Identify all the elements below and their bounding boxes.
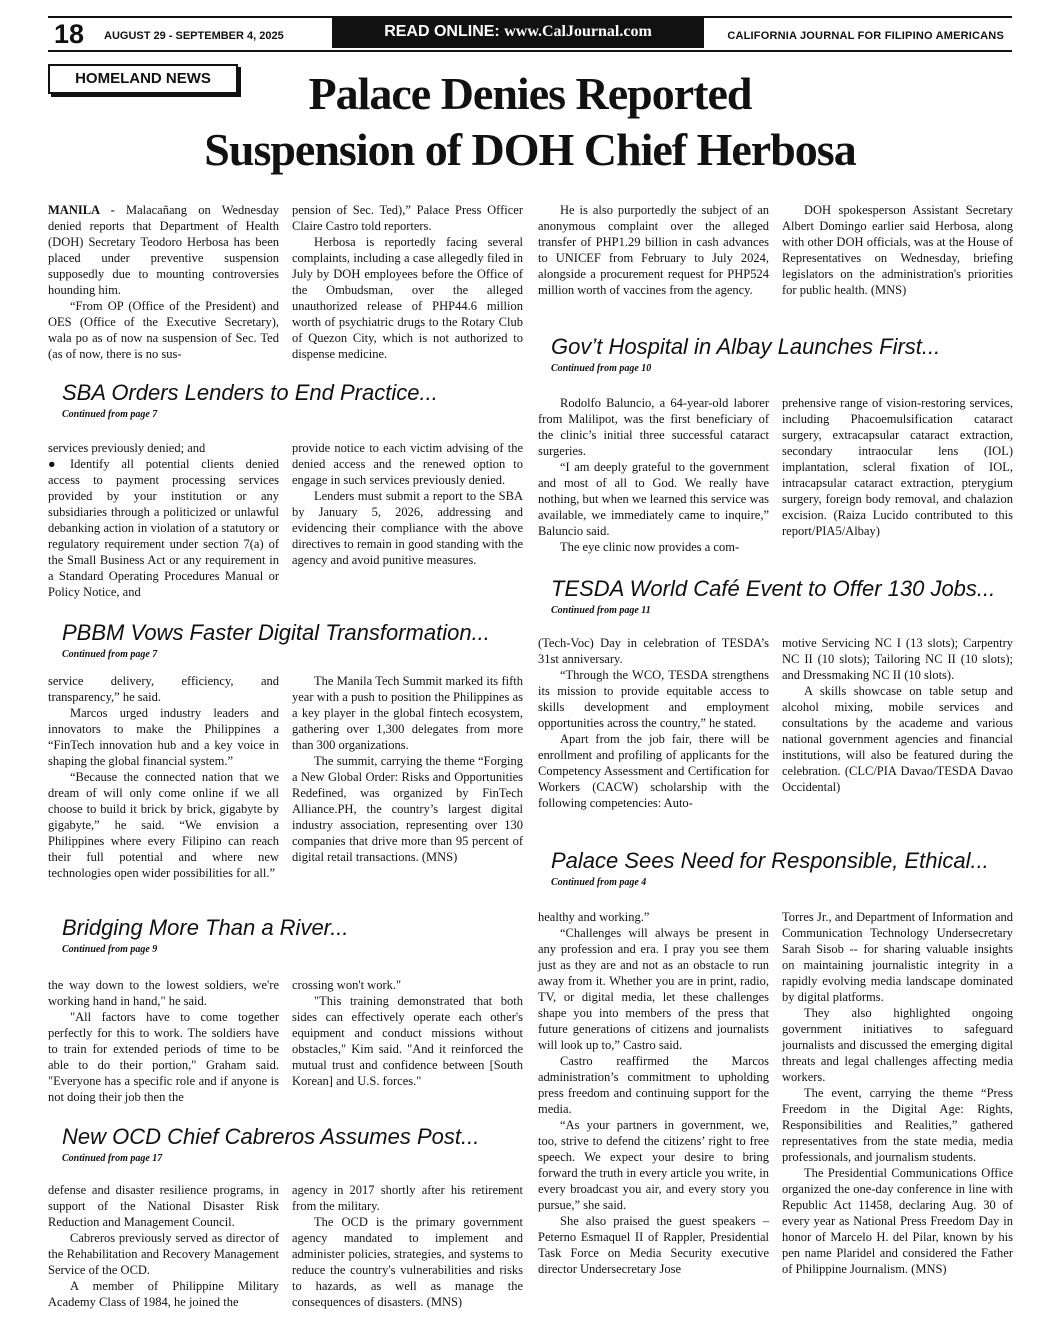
headline-line-1: Palace Denies Reported	[308, 68, 752, 119]
lead-column-1	[48, 202, 279, 362]
bridging-paragraph: the way down to the lowest soldiers, we're working hand in hand," he said.	[48, 978, 279, 1008]
albay-paragraph: Rodolfo Baluncio, a 64-year-old laborer from Malilipot, was the first beneficiary of the clinic’s initial three successful cataract surgeries.	[538, 396, 769, 458]
pbbm-continued-label: Continued from page 7	[62, 649, 158, 660]
lead-paragraph: Herbosa is reportedly facing several complaints, including a case allegedly filed in July by DOH employees before the Office of the Ombudsman, over the alleged unauthorized release of PHP44.6 million worth of psychiatric drugs to the Rotary Club of Quezon City, which is not authorized to dispense medicine.	[292, 235, 523, 361]
bridging-column-1	[48, 977, 279, 1105]
sba-paragraph: provide notice to each victim advising of the denied access and the renewed option to engage in such services previously denied.	[292, 441, 523, 487]
read-online-banner[interactable]	[332, 16, 704, 48]
palace-sees-paragraph: The Presidential Communications Office organized the one-day conference in line with Republic Act 11458, declaring Aug. 30 of every year as National Press Freedom Day in honor of Marcelo H. del Pilar, known by his pen name Plaridel and considered the Father of Philippine Journalism. (MNS)	[782, 1166, 1013, 1276]
bridging-jump-headline: Bridging More Than a River...	[62, 915, 349, 940]
palace-sees-paragraph: They also highlighted ongoing government initiatives to safeguard journalists and discussed the emerging digital threats and legal challenges affecting media workers.	[782, 1006, 1013, 1084]
lead-paragraph: “From OP (Office of the President) and OES (Office of the Executive Secretary), wala po as of now na suspension of Sec. Ted (as of now, there is no sus-	[48, 299, 279, 361]
albay-jump-headline: Gov’t Hospital in Albay Launches First...	[551, 334, 941, 359]
palace-sees-paragraph: The event, carrying the theme “Press Freedom in the Digital Age: Rights, Responsibilities and Realities,” gathered representatives from the state media, media professionals, and journalism students.	[782, 1086, 1013, 1164]
pbbm-paragraph: The summit, carrying the theme “Forging a New Global Order: Risks and Opportunities Redefined, was organized by FinTech Alliance.PH, the country’s largest digital industry association, representing over 130 companies that drive more than 95 percent of digital retail transactions. (MNS)	[292, 754, 523, 864]
lead-column-4	[782, 202, 1013, 298]
headline-line-2: Suspension of DOH Chief Herbosa	[204, 124, 856, 175]
palace-sees-paragraph: Castro reaffirmed the Marcos administration’s commitment to upholding press freedom and continuing support for the media.	[538, 1054, 769, 1116]
albay-column-2	[782, 395, 1013, 539]
ocd-column-2	[292, 1182, 523, 1310]
palace-sees-paragraph: Torres Jr., and Department of Information and Communication Technology Undersecretary Sarah Sisob -- for sharing valuable insights on maintaining journalistic integrity in a rapidly evolving media landscape dominated by digital platforms.	[782, 910, 1013, 1004]
pbbm-jump-headline: PBBM Vows Faster Digital Transformation...	[62, 620, 490, 645]
tesda-paragraph: motive Servicing NC I (13 slots); Carpentry NC II (10 slots); Tailoring NC II (10 slots); and Dressmaking NC II (10 slots).	[782, 636, 1013, 682]
dateline: MANILA -	[48, 203, 115, 217]
albay-paragraph: “I am deeply grateful to the government and most of all to God. We really have nothing, but when we learned this service was available, we immediately came to inquire,” Baluncio said.	[538, 460, 769, 538]
tesda-paragraph: “Through the WCO, TESDA strengthens its mission to provide equitable access to skills development and employment opportunities across the country,” he stated.	[538, 668, 769, 730]
tesda-jump-headline: TESDA World Café Event to Offer 130 Jobs...	[551, 576, 996, 601]
tesda-paragraph: Apart from the job fair, there will be enrollment and profiling of applicants for the Competency Assessment and Certification for Workers (CACW) scholarship with the following competencies: Auto-	[538, 732, 769, 810]
pbbm-paragraph: service delivery, efficiency, and transparency,” he said.	[48, 674, 279, 704]
bullet-icon: ●	[48, 457, 56, 471]
website-url[interactable]: www.CalJournal.com	[504, 23, 652, 40]
sba-paragraph: services previously denied; and	[48, 441, 206, 455]
issue-date: AUGUST 29 - SEPTEMBER 4, 2025	[104, 30, 284, 42]
pbbm-paragraph: “Because the connected nation that we dream of will only come online if we all choose to build it brick by brick, gigabyte by gigabyte,” he said. “We envision a Philippines where every Filipino can reach their full potential and where new technologies open wider possibilities for all.”	[48, 770, 279, 880]
lead-paragraph: MANILA - Malacañang on Wednesday denied reports that Department of Health (DOH) Secretary Teodoro Herbosa has been placed under preventive suspension supposedly due to mounting controversies hounding him.	[48, 203, 279, 297]
bridging-paragraph: "This training demonstrated that both sides can effectively operate each other's equipment and conduct missions without obstacles," Kim said. "And it reinforced the mutual trust and confidence between [South Korean] and U.S. forces."	[292, 994, 523, 1088]
albay-paragraph: The eye clinic now provides a com-	[560, 540, 740, 554]
ocd-paragraph: Cabreros previously served as director of the Rehabilitation and Recovery Management Service of the OCD.	[48, 1231, 279, 1277]
tesda-paragraph: A skills showcase on table setup and alcohol mixing, mobile services and consultations by the academe and various national government agencies and financial institutions, will also be featured during the celebration. (CLC/PIA Davao/TESDA Davao Occidental)	[782, 684, 1013, 794]
sba-continued-label: Continued from page 7	[62, 409, 158, 420]
read-online-label: READ ONLINE:	[384, 23, 500, 40]
sba-paragraph: Lenders must submit a report to the SBA by January 5, 2026, addressing and evidencing their compliance with the above directives to remain in good standing with the agency and avoid punitive measures.	[292, 489, 523, 567]
ocd-paragraph: defense and disaster resilience programs, in support of the National Disaster Risk Reduction and Management Council.	[48, 1183, 279, 1229]
sba-jump-headline: SBA Orders Lenders to End Practice...	[62, 380, 438, 405]
tesda-paragraph: (Tech-Voc) Day in celebration of TESDA’s 31st anniversary.	[538, 636, 769, 666]
albay-continued-label: Continued from page 10	[551, 363, 652, 374]
albay-paragraph: prehensive range of vision-restoring services, including Phacoemulsification cataract surgery, extracapsular cataract extraction, secondary intraocular lens (IOL) implantation, scleral fixation of IOL, intracapsular cataract extraction, pterygium surgery, foreign body removal, and chalazion excision. (Raiza Lucido contributed to this report/PIA5/Albay)	[782, 396, 1013, 538]
lead-headline	[150, 66, 910, 178]
masthead	[48, 16, 1012, 52]
sba-column-1	[48, 440, 279, 600]
pbbm-column-1	[48, 673, 279, 881]
pbbm-column-2	[292, 673, 523, 865]
palace-sees-paragraph: healthy and working.”	[538, 910, 650, 924]
ocd-paragraph: The OCD is the primary government agency mandated to implement and administer policies, strategies, and systems to reduce the country's vulnerabilities and risks to hazards, as well as manage the consequences of disasters. (MNS)	[292, 1215, 523, 1309]
pbbm-paragraph: The Manila Tech Summit marked its fifth year with a push to position the Philippines as a key player in the global fintech ecosystem, gathering over 1,300 delegates from more than 300 organizations.	[292, 674, 523, 752]
palace-sees-continued-label: Continued from page 4	[551, 877, 647, 888]
sba-bullet-item: ● Identify all potential clients denied access to payment processing services provided by your institution or any subsidiaries through a politicized or unlawful debanking action in violation of a statutory or regulatory requirement under section 7(a) of the Small Business Act or any requirement in a Standard Operating Procedures Manual or Policy Notice, and	[48, 457, 279, 599]
bridging-column-2	[292, 977, 523, 1089]
ocd-continued-label: Continued from page 17	[62, 1153, 163, 1164]
pbbm-paragraph: Marcos urged industry leaders and innovators to make the Philippines a “FinTech innovation hub and a key voice in shaping the global financial system.”	[48, 706, 279, 768]
sba-column-2	[292, 440, 523, 568]
lead-column-2	[292, 202, 523, 362]
publication-name: CALIFORNIA JOURNAL FOR FILIPINO AMERICANS	[727, 30, 1004, 42]
bridging-paragraph: crossing won't work."	[292, 978, 402, 992]
page-number: 18	[54, 19, 85, 49]
palace-sees-paragraph: “As your partners in government, we, too, strive to defend the citizens’ right to free speech. We expect your desire to bring forward the truth in every article you write, in every broadcast you air, and every story you pursue,” she said.	[538, 1118, 769, 1212]
palace-sees-paragraph: “Challenges will always be present in any profession and era. I pray you see them just as they are and not as an obstacle to run away from it. Whether you are in print, radio, TV, or digital media, let these challenges shape you into members of the press that future generations of citizens and journalists will look up to,” Castro said.	[538, 926, 769, 1052]
lead-paragraph: DOH spokesperson Assistant Secretary Albert Domingo earlier said Herbosa, along with other DOH officials, was at the House of Representatives on Wednesday, briefing legislators on the administration's priorities for public health. (MNS)	[782, 203, 1013, 297]
palace-sees-column-1	[538, 909, 769, 1277]
section-tag: HOMELAND NEWS	[48, 64, 238, 94]
ocd-jump-headline: New OCD Chief Cabreros Assumes Post...	[62, 1124, 480, 1149]
palace-sees-column-2	[782, 909, 1013, 1277]
palace-sees-paragraph: She also praised the guest speakers – Peterno Esmaquel II of Rappler, Presidential Task Force on Media Security executive director Undersecretary Jose	[538, 1214, 769, 1276]
tesda-column-2	[782, 635, 1013, 795]
ocd-paragraph: A member of Philippine Military Academy Class of 1984, he joined the	[48, 1279, 279, 1309]
ocd-column-1	[48, 1182, 279, 1310]
tesda-continued-label: Continued from page 11	[551, 605, 651, 616]
bridging-paragraph: "All factors have to come together perfectly for this to work. The soldiers have to train for extended periods of time to be able to do their portion," Graham said. "Everyone has a specific role and if anyone is not doing their job then the	[48, 1010, 279, 1104]
tesda-column-1	[538, 635, 769, 811]
lead-paragraph: pension of Sec. Ted),” Palace Press Officer Claire Castro told reporters.	[292, 203, 523, 233]
lead-paragraph: He is also purportedly the subject of an anonymous complaint over the alleged transfer of PHP1.29 billion in cash advances to UNICEF from February to July 2024, alongside a procurement request for PHP524 million worth of vaccines from the agency.	[538, 203, 769, 297]
albay-column-1	[538, 395, 769, 555]
lead-column-3	[538, 202, 769, 298]
palace-sees-jump-headline: Palace Sees Need for Responsible, Ethical...	[551, 848, 989, 873]
ocd-paragraph: agency in 2017 shortly after his retirement from the military.	[292, 1183, 523, 1213]
bridging-continued-label: Continued from page 9	[62, 944, 158, 955]
